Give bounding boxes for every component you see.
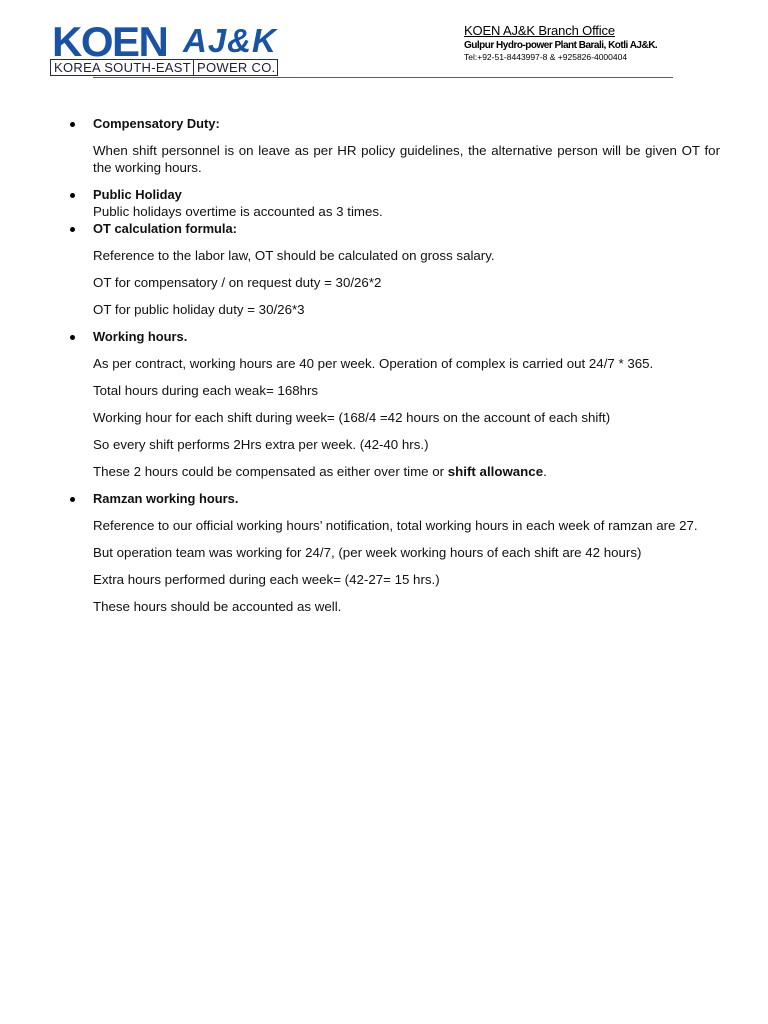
section-heading — [93, 115, 720, 132]
logo-wordmark: KOEN — [52, 18, 168, 65]
bullet-icon — [70, 335, 75, 340]
paragraph: Reference to the labor law, OT should be calculated on gross salary. — [93, 247, 495, 263]
logo-region-label: AJ&K — [183, 22, 277, 59]
section-heading-text: Ramzan working hours. — [93, 490, 239, 506]
header-rule — [93, 77, 673, 78]
paragraph: So every shift performs 2Hrs extra per week. (42-40 hrs.) — [93, 436, 429, 452]
section-heading — [93, 328, 720, 345]
section-ramzan-working-hours — [93, 490, 720, 615]
paragraph — [93, 463, 720, 480]
paragraph: Reference to our official working hours’ notification, total working hours in each week of ramzan are 27. — [93, 517, 698, 533]
bullet-icon — [70, 122, 75, 127]
emphasis-text: shift allowance — [447, 463, 544, 479]
section-heading-text: Compensatory Duty: — [93, 115, 220, 131]
section-heading-text: Public Holiday — [93, 186, 182, 202]
section-heading-text: Working hours. — [93, 328, 188, 344]
section-heading — [93, 490, 720, 507]
section-heading — [93, 220, 720, 237]
office-address: Gulpur Hydro-power Plant Barali, Kotli AJ&K. — [464, 40, 658, 51]
bullet-icon — [70, 193, 75, 198]
section-working-hours — [93, 328, 720, 480]
section-ot-calculation — [93, 220, 720, 318]
paragraph: Total hours during each weak= 168hrs — [93, 382, 319, 398]
bullet-icon — [70, 497, 75, 502]
company-name-right: POWER CO. — [197, 60, 276, 75]
paragraph: Extra hours performed during each week= (42-27= 15 hrs.) — [93, 571, 440, 587]
bullet-icon — [70, 227, 75, 232]
office-title: KOEN AJ&K Branch Office — [464, 23, 615, 38]
paragraph: Public holidays overtime is accounted as 3 times. — [93, 203, 383, 219]
paragraph: But operation team was working for 24/7, (per week working hours of each shift are 42 hours) — [93, 544, 642, 560]
company-name-box — [50, 59, 278, 76]
section-compensatory-duty — [93, 115, 720, 176]
document-body — [93, 115, 720, 625]
paragraph: These hours should be accounted as well. — [93, 598, 342, 614]
paragraph: Working hour for each shift during week= (168/4 =42 hours on the account of each shift) — [93, 409, 611, 425]
office-phone: Tel:+92-51-8443997-8 & +925826-4000404 — [464, 52, 628, 62]
section-heading — [93, 186, 720, 203]
paragraph: OT for public holiday duty = 30/26*3 — [93, 301, 305, 317]
letterhead — [0, 0, 768, 80]
paragraph-text: These 2 hours could be compensated as either over time or — [93, 463, 448, 479]
section-public-holiday — [93, 186, 720, 220]
paragraph: OT for compensatory / on request duty = 30/26*2 — [93, 274, 382, 290]
paragraph-text: . — [543, 463, 547, 479]
section-heading-text: OT calculation formula: — [93, 220, 237, 236]
company-name-left: KOREA SOUTH-EAST — [51, 60, 194, 75]
paragraph: When shift personnel is on leave as per HR policy guidelines, the alternative person will be given OT for the working hours. — [93, 142, 720, 175]
paragraph: As per contract, working hours are 40 per week. Operation of complex is carried out 24/7 * 365. — [93, 355, 654, 371]
